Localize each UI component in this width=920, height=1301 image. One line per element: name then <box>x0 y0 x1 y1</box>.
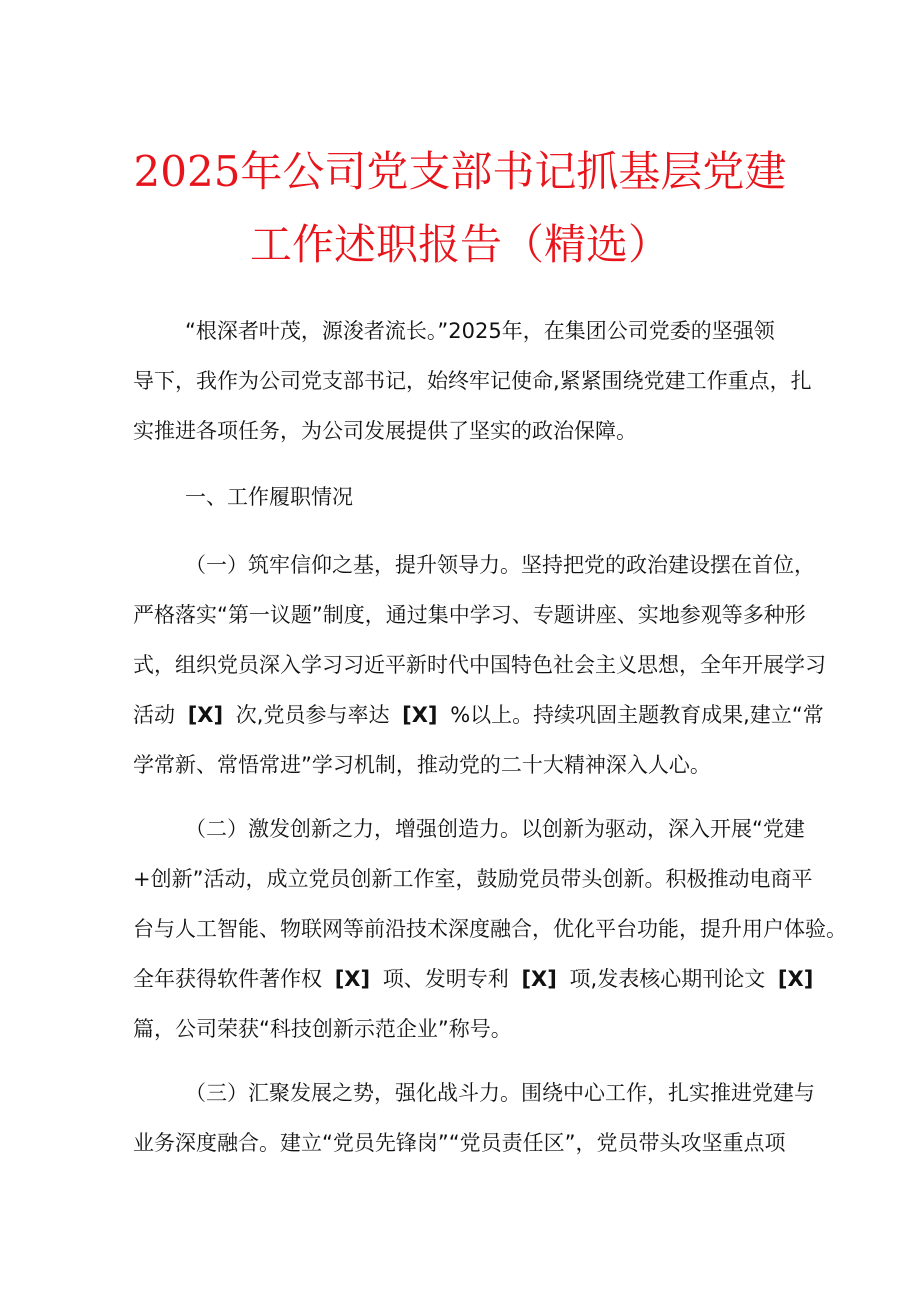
placeholder-mark: [X] <box>334 967 371 991</box>
placeholder-mark: [X] <box>187 703 224 727</box>
item-1-text: 次,党员参与率达 <box>235 703 390 727</box>
intro-line: “根深者叶茂，源浚者流长。”2025年，在集团公司党委的坚强领 <box>185 319 775 343</box>
item-2-text: 全年获得软件著作权 <box>133 967 322 991</box>
placeholder-mark: [X] <box>402 703 438 727</box>
item-1-text: %以上。持续巩固主题教育成果,建立“常 <box>450 703 824 727</box>
item-1-text: 活动 <box>133 703 175 727</box>
document-title-line-1: 2025年公司党支部书记抓基层党建 <box>133 147 787 196</box>
item-2-line: 台与人工智能、物联网等前沿技术深度融合，优化平台功能，提升用户体验。 <box>133 917 847 941</box>
item-1-line: 严格落实“第一议题”制度，通过集中学习、专题讲座、实地参观等多种形 <box>133 603 806 627</box>
intro-line: 导下，我作为公司党支部书记，始终牢记使命,紧紧围绕党建工作重点，扎 <box>133 369 812 393</box>
item-1-line-4 <box>133 702 824 728</box>
intro-line: 实推进各项任务，为公司发展提供了坚实的政治保障。 <box>133 419 637 443</box>
item-2-text: 项、发明专利 <box>382 967 509 991</box>
placeholder-mark: [X] <box>521 967 557 991</box>
item-1-line: 式，组织党员深入学习习近平新时代中国特色社会主义思想，全年开展学习 <box>133 653 826 677</box>
item-2-line: （二）激发创新之力，增强创造力。以创新为驱动，深入开展“党建 <box>185 817 805 841</box>
document-title-line-2: 工作述职报告（精选） <box>249 220 670 269</box>
item-1-line: （一）筑牢信仰之基，提升领导力。坚持把党的政治建设摆在首位， <box>185 553 815 577</box>
section-heading-text: 一、工作履职情况 <box>185 485 353 509</box>
item-2-line: 篇，公司荣获“科技创新示范企业”称号。 <box>133 1017 512 1041</box>
placeholder-mark: [X] <box>777 967 814 991</box>
item-3-line: 业务深度融合。建立“党员先锋岗”“党员责任区”，党员带头攻坚重点项 <box>133 1131 786 1155</box>
item-2-text: 项,发表核心期刊论文 <box>569 967 766 991</box>
item-2-line: +创新”活动，成立党员创新工作室，鼓励党员带头创新。积极推动电商平 <box>133 867 813 891</box>
item-1-line: 学常新、常悟常进”学习机制，推动党的二十大精神深入人心。 <box>133 753 711 777</box>
item-2-line-4 <box>133 966 813 992</box>
item-3-line: （三）汇聚发展之势，强化战斗力。围绕中心工作，扎实推进党建与 <box>185 1081 815 1105</box>
